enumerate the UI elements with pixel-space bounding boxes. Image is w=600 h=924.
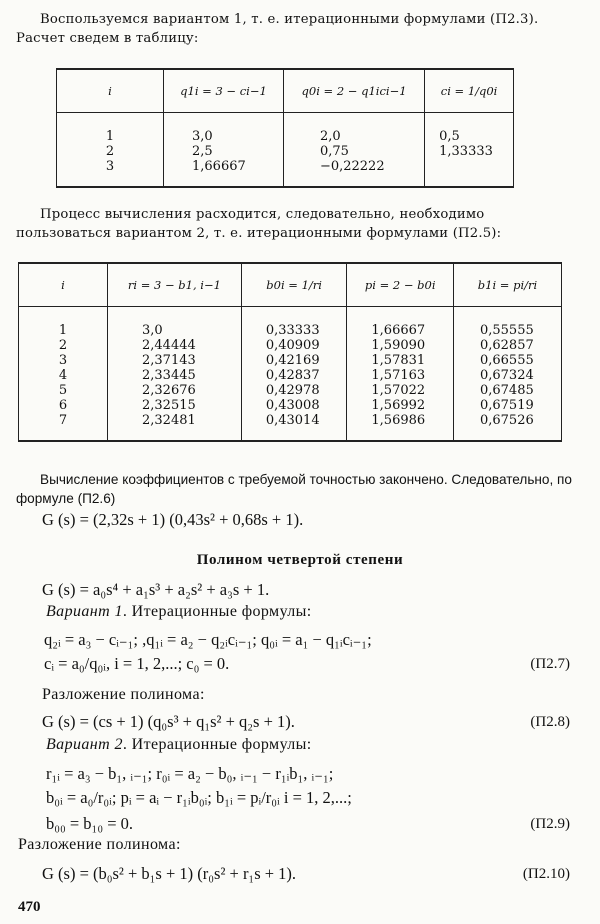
variant-2-label: Вариант 2 (46, 736, 123, 753)
table2-col-i: 1 2 3 4 5 6 7 (19, 307, 108, 442)
formula-decomposition-1: G (s) = (cs + 1) (q₀s³ + q₁s² + q₂s + 1). (42, 712, 295, 731)
intro-paragraph-1: Воспользуемся вариантом 1, т. е. итерационными формулами (П2.3). Расчет сведем в таблицу: (16, 12, 539, 46)
section-heading: Полином четвертой степени (196, 552, 404, 568)
table1-col-i: 1 2 3 (57, 113, 164, 188)
variant-1-line (46, 603, 312, 621)
table1-header-q1: q1i = 3 − ci−1 (164, 69, 284, 113)
equation-number-p2-9: (П2.9) (530, 816, 570, 832)
variant-1-text: . Итерационные формулы: (122, 603, 312, 620)
table2-col-b0: 0,33333 0,40909 0,42169 0,42837 0,42978 0,43008 0,43014 (241, 307, 347, 442)
equation-number-p2-7: (П2.7) (530, 656, 570, 672)
table1-header-i: i (57, 69, 164, 113)
table-variant-2 (18, 262, 562, 442)
table1-col-q1: 3,0 2,5 1,66667 (164, 113, 284, 188)
variant-2-text: . Итерационные формулы: (122, 736, 312, 753)
table2-col-b1: 0,55555 0,62857 0,66555 0,67324 0,67485 0,67519 0,67526 (453, 307, 561, 442)
table-variant-1 (56, 68, 514, 188)
table1-col-c: 0,5 1,33333 (425, 113, 514, 188)
table-row (57, 113, 514, 188)
equation-number-p2-10: (П2.10) (522, 866, 570, 882)
formula-variant2-r: r₁ᵢ = a₃ − b₁, ᵢ₋₁; r₀ᵢ = a₂ − b₀, ᵢ₋₁ − r₁ᵢb₁, ᵢ₋₁; (46, 764, 334, 783)
table2-header-r: ri = 3 − b1, i−1 (108, 263, 242, 307)
table2-header-p: pi = 2 − b0i (347, 263, 454, 307)
table1-header-c: ci = 1/q0i (425, 69, 514, 113)
page-number: 470 (18, 899, 41, 915)
intro-paragraph-3: Вычисление коэффициентов с требуемой точностью закончено. Следовательно, по формуле (П2.6) (16, 472, 572, 506)
table1-col-q0: 2,0 0,75 −0,22222 (283, 113, 424, 188)
table2-header-b1: b1i = pi/ri (453, 263, 561, 307)
formula-decomposition-2: G (s) = (b₀s² + b₁s + 1) (r₀s² + r₁s + 1). (42, 864, 297, 883)
decomposition-label-1: Разложение полинома: (42, 686, 205, 703)
table2-col-r: 3,0 2,44444 2,37143 2,33445 2,32676 2,32515 2,32481 (108, 307, 242, 442)
intro-paragraph-2: Процесс вычисления расходится, следовательно, необходимо пользоваться вариантом 2, т. е. итерационными формулами (П2.5): (16, 207, 502, 241)
formula-variant2-init: b₀₀ = b₁₀ = 0. (46, 814, 133, 833)
decomposition-label-2: Разложение полинома: (18, 836, 181, 853)
table-row (19, 307, 562, 442)
variant-1-label: Вариант 1 (46, 603, 123, 620)
table2-col-p: 1,66667 1,59090 1,57831 1,57163 1,57022 1,56992 1,56986 (347, 307, 454, 442)
formula-variant1-c: cᵢ = a₀/q₀ᵢ, i = 1, 2,...; c₀ = 0. (44, 654, 230, 673)
formula-g-result: G (s) = (2,32s + 1) (0,43s² + 0,68s + 1). (42, 510, 304, 529)
table2-header-i: i (19, 263, 108, 307)
equation-number-p2-8: (П2.8) (530, 714, 570, 730)
formula-poly-4: G (s) = a₀s⁴ + a₁s³ + a₂s² + a₃s + 1. (42, 580, 270, 599)
formula-variant1-q: q₂ᵢ = a₃ − cᵢ₋₁; ,q₁ᵢ = a₂ − q₂ᵢcᵢ₋₁; q₀ᵢ = a₁ − q₁ᵢcᵢ₋₁; (44, 630, 372, 649)
table2-header-b0: b0i = 1/ri (241, 263, 347, 307)
table1-header-q0: q0i = 2 − q1ici−1 (283, 69, 424, 113)
formula-variant2-b: b₀ᵢ = a₀/r₀ᵢ; pᵢ = aᵢ − r₁ᵢb₀ᵢ; b₁ᵢ = pᵢ/r₀ᵢ i = 1, 2,...; (46, 788, 352, 807)
variant-2-line (46, 736, 312, 754)
